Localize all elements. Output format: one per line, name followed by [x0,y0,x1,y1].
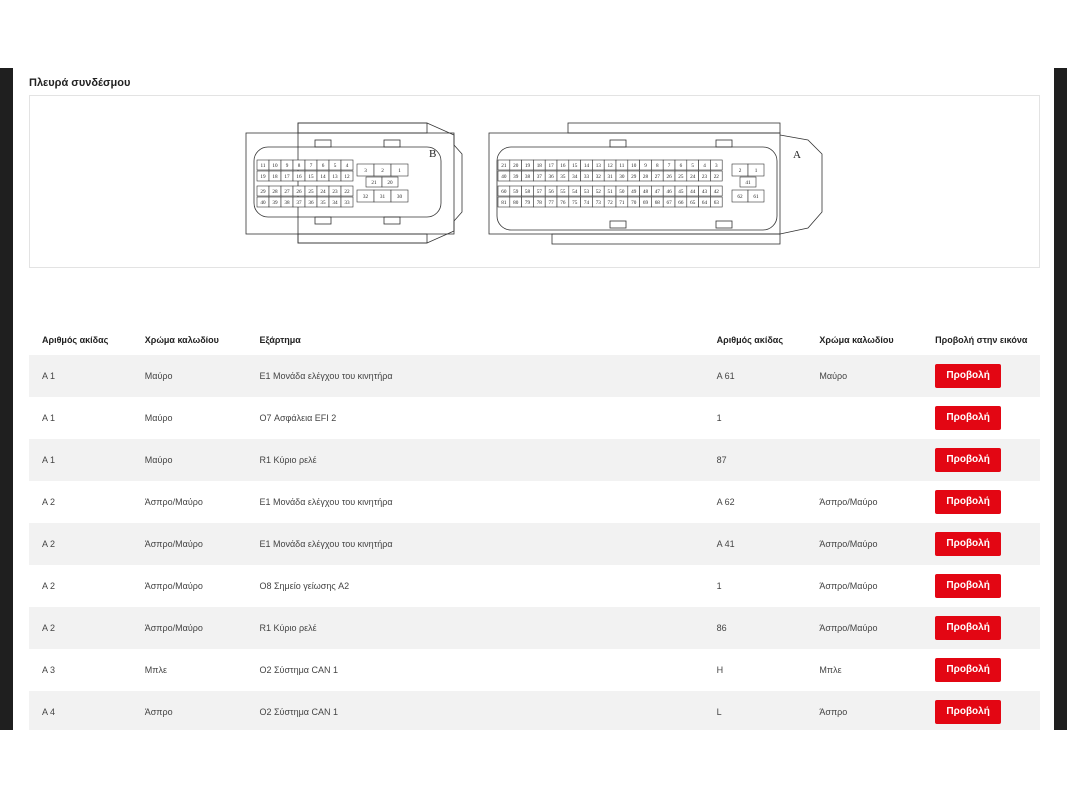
connector-b-pin: 37 [296,199,302,206]
connector-a-pin: 51 [607,188,613,195]
connector-b-pin: 28 [272,188,278,195]
connector-b-pin: 10 [272,162,278,169]
connector-a-pin: 26 [666,173,672,180]
connector-b-pin: 4 [345,162,349,169]
connector-a-pin: 17 [548,162,554,169]
connector-a-pin: 80 [513,199,519,206]
connector-b-pin: 14 [320,173,326,180]
connector-a-pin: 65 [690,199,696,206]
connector-a-pin: 33 [583,173,590,180]
view-button[interactable]: Προβολή [935,532,1001,556]
connector-a-pin: 49 [631,188,637,195]
table-row [29,565,1040,607]
cell-view [922,607,1040,649]
view-button[interactable]: Προβολή [935,574,1001,598]
header-pin2: Αριθμός ακίδας [716,334,783,345]
connector-b-pin: 22 [344,188,350,195]
connector-b-label: B [429,148,437,160]
cell-color: Άσπρο/Μαύρο [144,497,203,507]
connector-a-pin: 23 [701,173,708,180]
connector-a-pin: 46 [666,188,672,195]
connector-a-pin: 11 [619,162,625,169]
connector-b-pin: 27 [284,188,290,195]
connector-a-pin: 38 [524,173,531,180]
header-component: Εξάρτημα [259,334,301,345]
cell-color: Άσπρο/Μαύρο [144,539,203,549]
header-color2: Χρώμα καλωδίου [819,334,894,345]
view-button[interactable]: Προβολή [935,700,1001,724]
connector-a-pin: 12 [607,162,613,169]
section-title: Πλευρά συνδέσμου [29,77,131,89]
connector-a-pins [498,160,764,207]
connector-b-top-rail [298,123,427,133]
connector-b-pin: 11 [260,162,266,169]
connector-b-pin: 29 [260,188,266,195]
cell-color2 [806,439,922,481]
connector-b-pin: 21 [371,179,377,186]
cell-view [922,649,1040,691]
cell-color2: Μαύρο [819,371,848,381]
connector-b-pin: 1 [398,167,401,174]
connector-a-pin: 59 [513,188,519,195]
connector-a-pin: 16 [560,162,566,169]
table-row [29,649,1040,691]
view-button[interactable]: Προβολή [935,616,1001,640]
connector-a-pin: 63 [713,199,719,206]
content-panel [13,68,1054,730]
connector-a-pin: 56 [548,188,554,195]
cell-component: O2 Σύστημα CAN 1 [259,707,338,717]
cell-color: Μαύρο [144,455,173,465]
connector-b-pin: 25 [308,188,314,195]
connector-b-pin: 12 [344,173,350,180]
table-row [29,397,1040,439]
cell-component: E1 Μονάδα ελέγχου του κινητήρα [259,497,393,507]
header-pin: Αριθμός ακίδας [42,334,109,345]
connector-b-bottom-rail [298,234,427,243]
connector-b-pin: 9 [285,162,289,169]
connector-b-pin: 24 [320,188,326,195]
connector-b-pin: 23 [332,188,338,195]
connector-a-pin: 31 [607,173,613,180]
connector-a-pin: 1 [754,167,758,174]
connector-b-body [246,133,454,234]
connector-a-pin: 57 [536,188,542,195]
connector-a-pin: 8 [656,162,659,169]
table-row [29,439,1040,481]
cell-color: Μαύρο [144,413,173,423]
connector-a-top-rail [568,123,780,133]
connector-a-pin: 60 [501,188,507,195]
connector-a-pin: 25 [678,173,684,180]
connector-a-pin: 77 [548,199,554,206]
connector-b-pin: 38 [284,199,290,206]
connector-a-pin: 43 [701,188,708,195]
connector-a-pin: 19 [524,162,531,169]
cell-view [922,397,1040,439]
connector-a-pin: 67 [666,199,672,206]
connector-b-pins [257,160,408,207]
cell-pin2: 1 [716,413,722,423]
connector-a-pin: 70 [631,199,637,206]
connector-b-pin: 5 [333,162,337,169]
connector-a-pin: 22 [713,173,719,180]
connector-a-pin: 5 [691,162,694,169]
cell-pin2: L [716,707,722,717]
cell-pin: A 1 [42,413,56,423]
cell-view [922,439,1040,481]
cell-component: O8 Σημείο γείωσης A2 [259,581,350,591]
connector-a-bottom-rail [552,234,780,244]
connector-a-pin: 7 [667,162,671,169]
cell-component: O7 Ασφάλεια EFI 2 [259,413,337,423]
connector-a-pin: 61 [753,193,759,200]
connector-diagram [29,95,1040,268]
connector-b-pin: 39 [272,199,278,206]
cell-color2: Άσπρο/Μαύρο [819,581,878,591]
table-row [29,523,1040,565]
view-button[interactable]: Προβολή [935,490,1001,514]
cell-pin: A 2 [42,623,56,633]
connector-b-pin: 15 [308,173,314,180]
connector-a-pin: 40 [501,173,507,180]
view-button[interactable]: Προβολή [935,364,1001,388]
cell-color: Μπλε [144,665,167,675]
connector-b-pin: 19 [260,173,266,180]
connector-a-pin: 39 [513,173,519,180]
cell-pin: A 3 [42,665,56,675]
cell-pin: A 2 [42,539,56,549]
view-button[interactable]: Προβολή [935,448,1001,472]
connector-a-pin: 34 [572,173,578,180]
connector-b-pin: 33 [344,199,350,206]
cell-pin: A 1 [42,455,56,465]
cell-component: E1 Μονάδα ελέγχου του κινητήρα [259,539,393,549]
connector-b-pin: 40 [260,199,266,206]
connector-diagram-svg [30,96,1039,267]
connector-b-pin: 26 [296,188,302,195]
cell-color2: Μπλε [819,665,842,675]
cell-pin: A 1 [42,371,56,381]
connector-a-pin: 47 [654,188,660,195]
table-row [29,355,1040,397]
connector-b-pin: 16 [296,173,302,180]
connector-a-pin: 21 [501,162,507,169]
connector-b-pin: 30 [396,193,403,200]
cell-color2: Άσπρο/Μαύρο [819,539,878,549]
view-button[interactable]: Προβολή [935,658,1001,682]
connector-a-pin: 48 [642,188,649,195]
cell-color: Μαύρο [144,371,173,381]
connector-a-pin: 73 [595,199,601,206]
connector-a-pin: 10 [631,162,637,169]
connector-a-pin: 14 [583,162,590,169]
connector-b-pin: 13 [332,173,338,180]
connector-b-pin: 31 [379,193,386,200]
connector-b-pin: 18 [272,173,278,180]
connector-a-pin: 53 [583,188,590,195]
connector-b-pin: 20 [387,179,393,186]
connector-a-pin: 71 [619,199,625,206]
connector-a-pin: 52 [595,188,601,195]
connector-a-pin: 18 [536,162,542,169]
cell-view [922,691,1040,730]
cell-color: Άσπρο/Μαύρο [144,623,203,633]
connector-a-pin: 45 [678,188,684,195]
pin-table [29,324,1040,730]
table-header-row [29,324,1040,355]
connector-a-pin: 50 [619,188,625,195]
connector-a-pin: 69 [642,199,649,206]
connector-b-pin: 17 [284,173,290,180]
connector-a-pin: 13 [595,162,601,169]
cell-pin2: A 61 [716,371,735,381]
cell-color2: Άσπρο/Μαύρο [819,623,878,633]
connector-a-pin: 35 [560,173,566,180]
connector-a-pin: 79 [524,199,531,206]
cell-color: Άσπρο [144,707,173,717]
connector-a-pin: 30 [619,173,625,180]
connector-a-pin: 64 [701,199,708,206]
table-body [29,355,1040,730]
connector-a-pin: 29 [631,173,637,180]
table-row [29,481,1040,523]
connector-a-pin: 55 [560,188,566,195]
connector-b-pin: 36 [308,199,314,206]
header-view: Προβολή στην εικόνα [935,334,1028,345]
cell-component: E1 Μονάδα ελέγχου του κινητήρα [259,371,393,381]
connector-a-pin: 66 [678,199,684,206]
cell-pin: A 4 [42,707,56,717]
connector-a-pin: 37 [536,173,542,180]
connector-b-pin: 35 [320,199,326,206]
connector-a-pin: 4 [703,162,706,169]
cell-pin2: 87 [716,455,727,465]
cell-pin: A 2 [42,497,56,507]
connector-a-pin: 36 [548,173,554,180]
connector-a-pin: 15 [572,162,578,169]
cell-component: R1 Κύριο ρελέ [259,455,317,465]
connector-a-label: A [793,149,801,161]
cell-color: Άσπρο/Μαύρο [144,581,203,591]
connector-a-pin: 58 [524,188,531,195]
connector-a-pin: 27 [654,173,660,180]
connector-a-pin: 68 [654,199,660,206]
connector-a-pin: 75 [572,199,578,206]
connector-b-pin: 8 [297,162,301,169]
connector-a-pin: 44 [690,188,696,195]
cell-color2 [806,397,922,439]
connector-a-pin: 6 [679,162,683,169]
connector-a-pin: 42 [713,188,719,195]
connector-a-pin: 72 [607,199,613,206]
header-color: Χρώμα καλωδίου [144,334,219,345]
cell-color2: Άσπρο [819,707,848,717]
cell-color2: Άσπρο/Μαύρο [819,497,878,507]
connector-a-pin: 3 [715,162,718,169]
connector-b-pin: 3 [364,167,367,174]
connector-a-pin: 78 [536,199,542,206]
cell-pin2: H [716,665,724,675]
cell-pin2: 86 [716,623,727,633]
cell-view [922,355,1040,397]
table-row [29,691,1040,730]
connector-a-body [489,133,780,234]
cell-pin2: A 62 [716,497,735,507]
connector-b-pin: 2 [381,167,384,174]
connector-b-pin: 6 [321,162,325,169]
connector-b-pin: 32 [362,193,369,200]
cell-view [922,523,1040,565]
connector-a-pin: 20 [513,162,519,169]
table-row [29,607,1040,649]
view-button[interactable]: Προβολή [935,406,1001,430]
cell-component: O2 Σύστημα CAN 1 [259,665,338,675]
connector-a-pin: 81 [501,199,507,206]
cell-pin2: 1 [716,581,722,591]
connector-a-pin: 62 [737,193,743,200]
connector-b-pin: 34 [332,199,338,206]
connector-a-pin: 32 [595,173,601,180]
cell-pin2: A 41 [716,539,735,549]
cell-component: R1 Κύριο ρελέ [259,623,317,633]
cell-view [922,481,1040,523]
connector-a-pin: 2 [738,167,742,174]
cell-view [922,565,1040,607]
connector-a-pin: 76 [560,199,566,206]
cell-pin: A 2 [42,581,56,591]
connector-a-pin: 41 [745,179,751,186]
connector-a-pin: 54 [572,188,578,195]
connector-a-pin: 74 [583,199,590,206]
connector-a-pin: 24 [690,173,696,180]
connector-a-pin: 28 [642,173,649,180]
connector-a-tab [780,135,822,234]
connector-a-pin: 9 [644,162,647,169]
connector-b-pin: 7 [309,162,313,169]
